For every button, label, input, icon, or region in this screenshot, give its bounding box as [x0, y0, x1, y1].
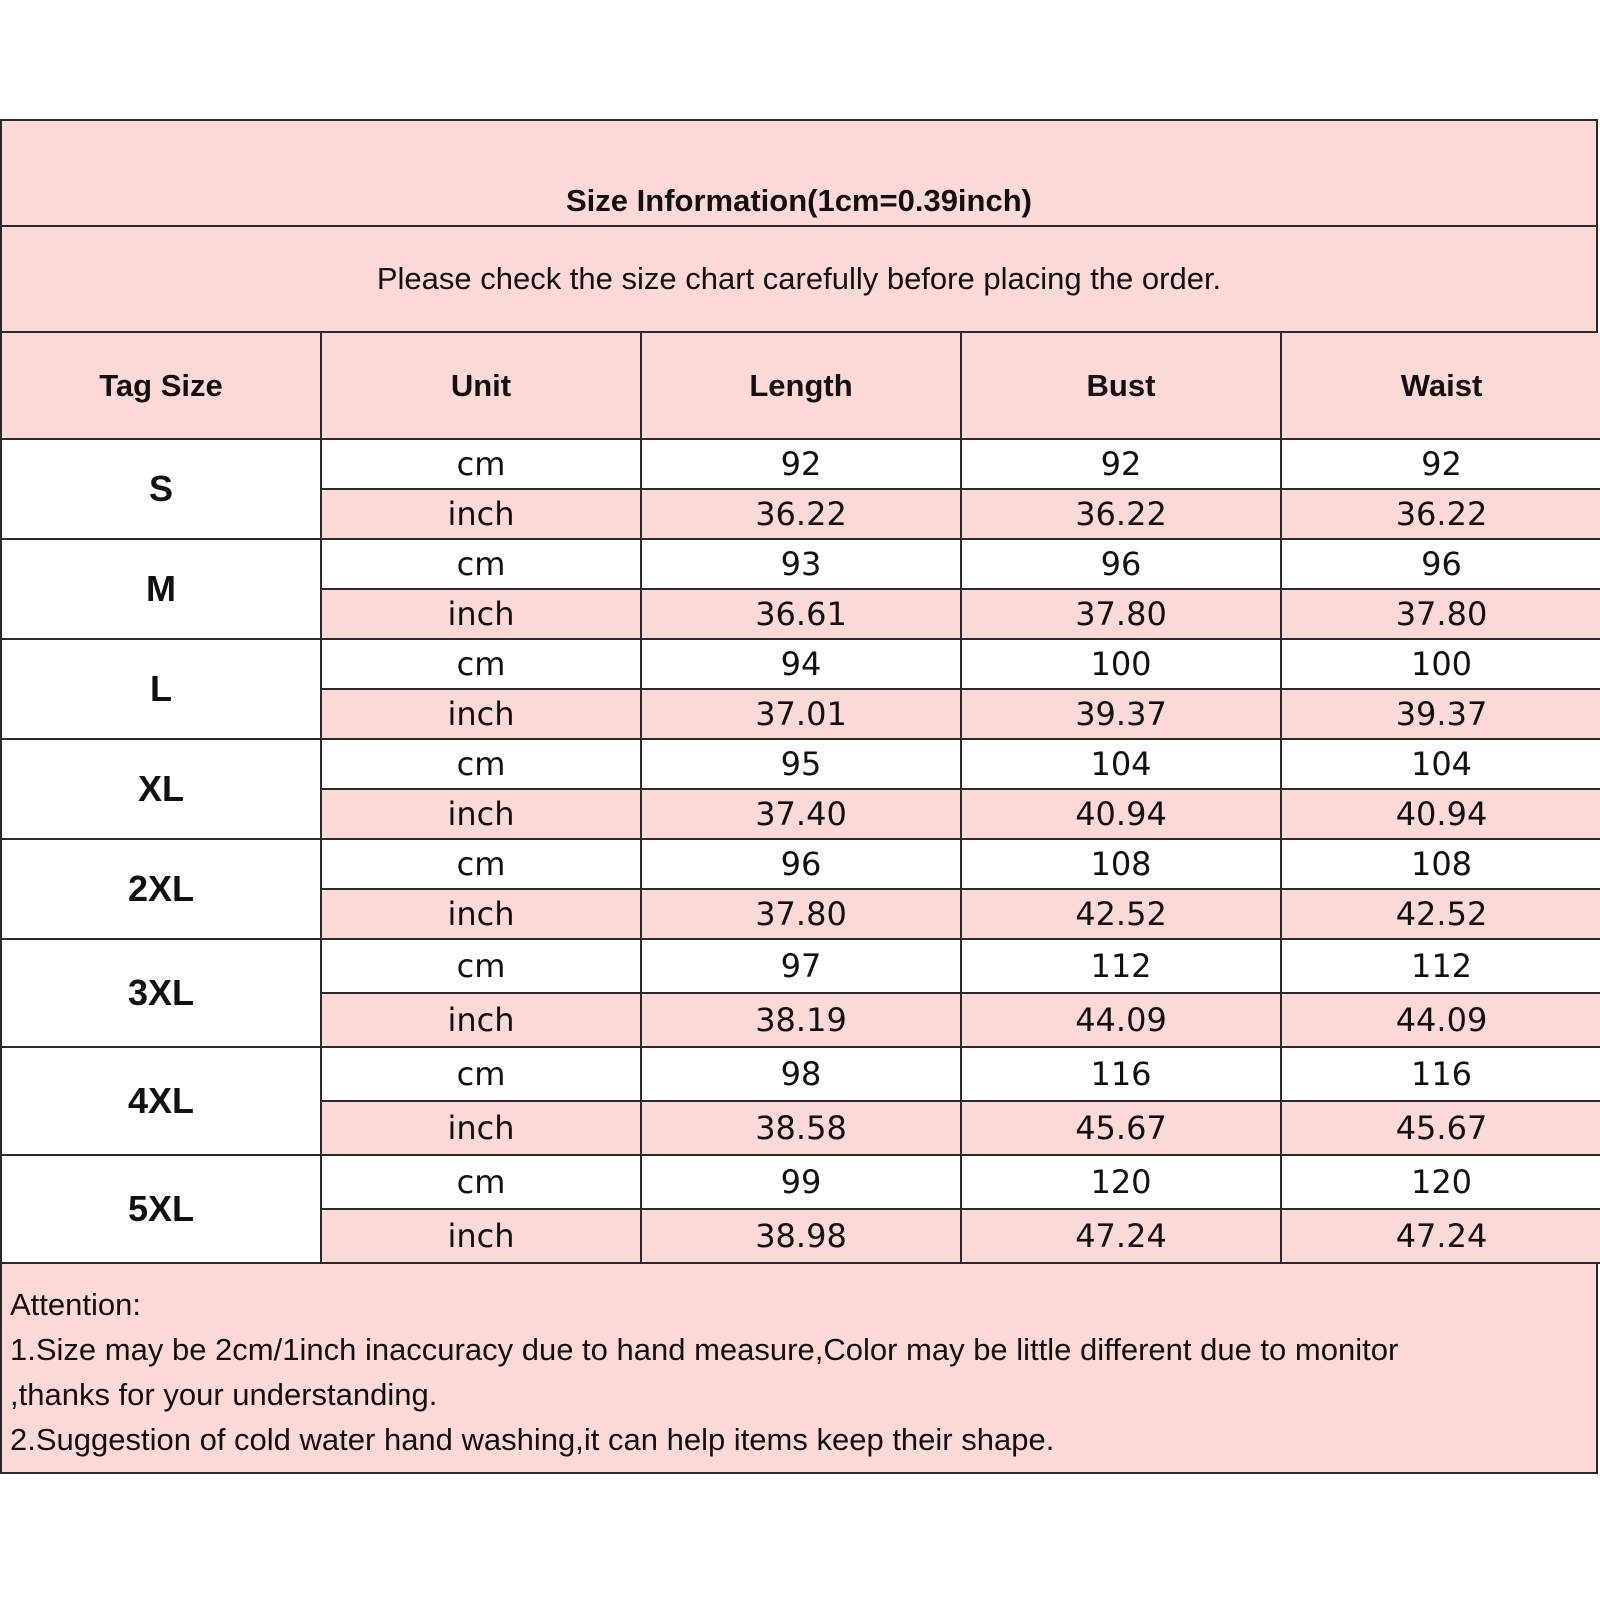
table-row: [2, 439, 1600, 489]
bust-cell: 45.67: [961, 1101, 1281, 1155]
tag-size-cell: 4XL: [2, 1047, 321, 1155]
tag-size-cell: 5XL: [2, 1155, 321, 1263]
waist-cell: 96: [1281, 539, 1600, 589]
bust-cell: 44.09: [961, 993, 1281, 1047]
tag-size-cell: XL: [2, 739, 321, 839]
waist-cell: 104: [1281, 739, 1600, 789]
tag-size-cell: 2XL: [2, 839, 321, 939]
length-cell: 36.61: [641, 589, 961, 639]
title-row: [2, 121, 1596, 227]
length-cell: 37.01: [641, 689, 961, 739]
waist-cell: 112: [1281, 939, 1600, 993]
unit-cell: cm: [321, 1155, 641, 1209]
length-cell: 96: [641, 839, 961, 889]
unit-cell: cm: [321, 839, 641, 889]
attention-line: ,thanks for your understanding.: [10, 1377, 438, 1412]
unit-cell: inch: [321, 789, 641, 839]
waist-cell: 120: [1281, 1155, 1600, 1209]
bust-cell: 42.52: [961, 889, 1281, 939]
waist-cell: 37.80: [1281, 589, 1600, 639]
waist-cell: 45.67: [1281, 1101, 1600, 1155]
waist-cell: 47.24: [1281, 1209, 1600, 1263]
waist-cell: 92: [1281, 439, 1600, 489]
bust-cell: 92: [961, 439, 1281, 489]
attention-notes: [2, 1264, 1596, 1472]
waist-cell: 108: [1281, 839, 1600, 889]
table-row: [2, 739, 1600, 789]
bust-cell: 37.80: [961, 589, 1281, 639]
attention-line: 1.Size may be 2cm/1inch inaccuracy due to hand measure,Color may be little different due to monitor: [10, 1332, 1399, 1367]
unit-cell: cm: [321, 439, 641, 489]
length-cell: 93: [641, 539, 961, 589]
length-cell: 37.40: [641, 789, 961, 839]
length-cell: 94: [641, 639, 961, 689]
tag-size-cell: S: [2, 439, 321, 539]
unit-cell: cm: [321, 539, 641, 589]
bust-cell: 39.37: [961, 689, 1281, 739]
bust-cell: 116: [961, 1047, 1281, 1101]
waist-cell: 40.94: [1281, 789, 1600, 839]
header-tag-size: Tag Size: [2, 333, 321, 439]
notice-text: Please check the size chart carefully before placing the order.: [376, 261, 1222, 296]
unit-cell: cm: [321, 939, 641, 993]
waist-cell: 39.37: [1281, 689, 1600, 739]
bust-cell: 36.22: [961, 489, 1281, 539]
unit-cell: inch: [321, 993, 641, 1047]
tag-size-cell: 3XL: [2, 939, 321, 1047]
table-row: [2, 639, 1600, 689]
bust-cell: 112: [961, 939, 1281, 993]
waist-cell: 36.22: [1281, 489, 1600, 539]
bust-cell: 100: [961, 639, 1281, 689]
bust-cell: 120: [961, 1155, 1281, 1209]
waist-cell: 100: [1281, 639, 1600, 689]
table-row: [2, 1047, 1600, 1101]
length-cell: 37.80: [641, 889, 961, 939]
bust-cell: 96: [961, 539, 1281, 589]
unit-cell: cm: [321, 639, 641, 689]
length-cell: 99: [641, 1155, 961, 1209]
waist-cell: 44.09: [1281, 993, 1600, 1047]
header-bust: Bust: [961, 333, 1281, 439]
unit-cell: inch: [321, 889, 641, 939]
bust-cell: 108: [961, 839, 1281, 889]
table-row: [2, 939, 1600, 993]
notice-row: [2, 227, 1596, 333]
length-cell: 98: [641, 1047, 961, 1101]
unit-cell: inch: [321, 1101, 641, 1155]
header-waist: Waist: [1281, 333, 1600, 439]
length-cell: 38.19: [641, 993, 961, 1047]
bust-cell: 40.94: [961, 789, 1281, 839]
bust-cell: 47.24: [961, 1209, 1281, 1263]
unit-cell: inch: [321, 689, 641, 739]
tag-size-cell: M: [2, 539, 321, 639]
header-unit: Unit: [321, 333, 641, 439]
bust-cell: 104: [961, 739, 1281, 789]
unit-cell: inch: [321, 589, 641, 639]
table-row: [2, 539, 1600, 589]
unit-cell: cm: [321, 739, 641, 789]
waist-cell: 42.52: [1281, 889, 1600, 939]
length-cell: 95: [641, 739, 961, 789]
tag-size-cell: L: [2, 639, 321, 739]
length-cell: 36.22: [641, 489, 961, 539]
size-chart: [0, 119, 1598, 1474]
size-table-body: [2, 439, 1600, 1263]
header-length: Length: [641, 333, 961, 439]
attention-heading: Attention:: [10, 1287, 141, 1322]
attention-line: 2.Suggestion of cold water hand washing,it can help items keep their shape.: [10, 1422, 1055, 1457]
length-cell: 38.58: [641, 1101, 961, 1155]
waist-cell: 116: [1281, 1047, 1600, 1101]
table-row: [2, 839, 1600, 889]
table-row: [2, 1155, 1600, 1209]
unit-cell: inch: [321, 489, 641, 539]
unit-cell: cm: [321, 1047, 641, 1101]
length-cell: 92: [641, 439, 961, 489]
header-row: [2, 333, 1600, 439]
length-cell: 38.98: [641, 1209, 961, 1263]
size-table: [2, 333, 1600, 1264]
unit-cell: inch: [321, 1209, 641, 1263]
chart-title: Size Information(1cm=0.39inch): [566, 183, 1032, 218]
length-cell: 97: [641, 939, 961, 993]
